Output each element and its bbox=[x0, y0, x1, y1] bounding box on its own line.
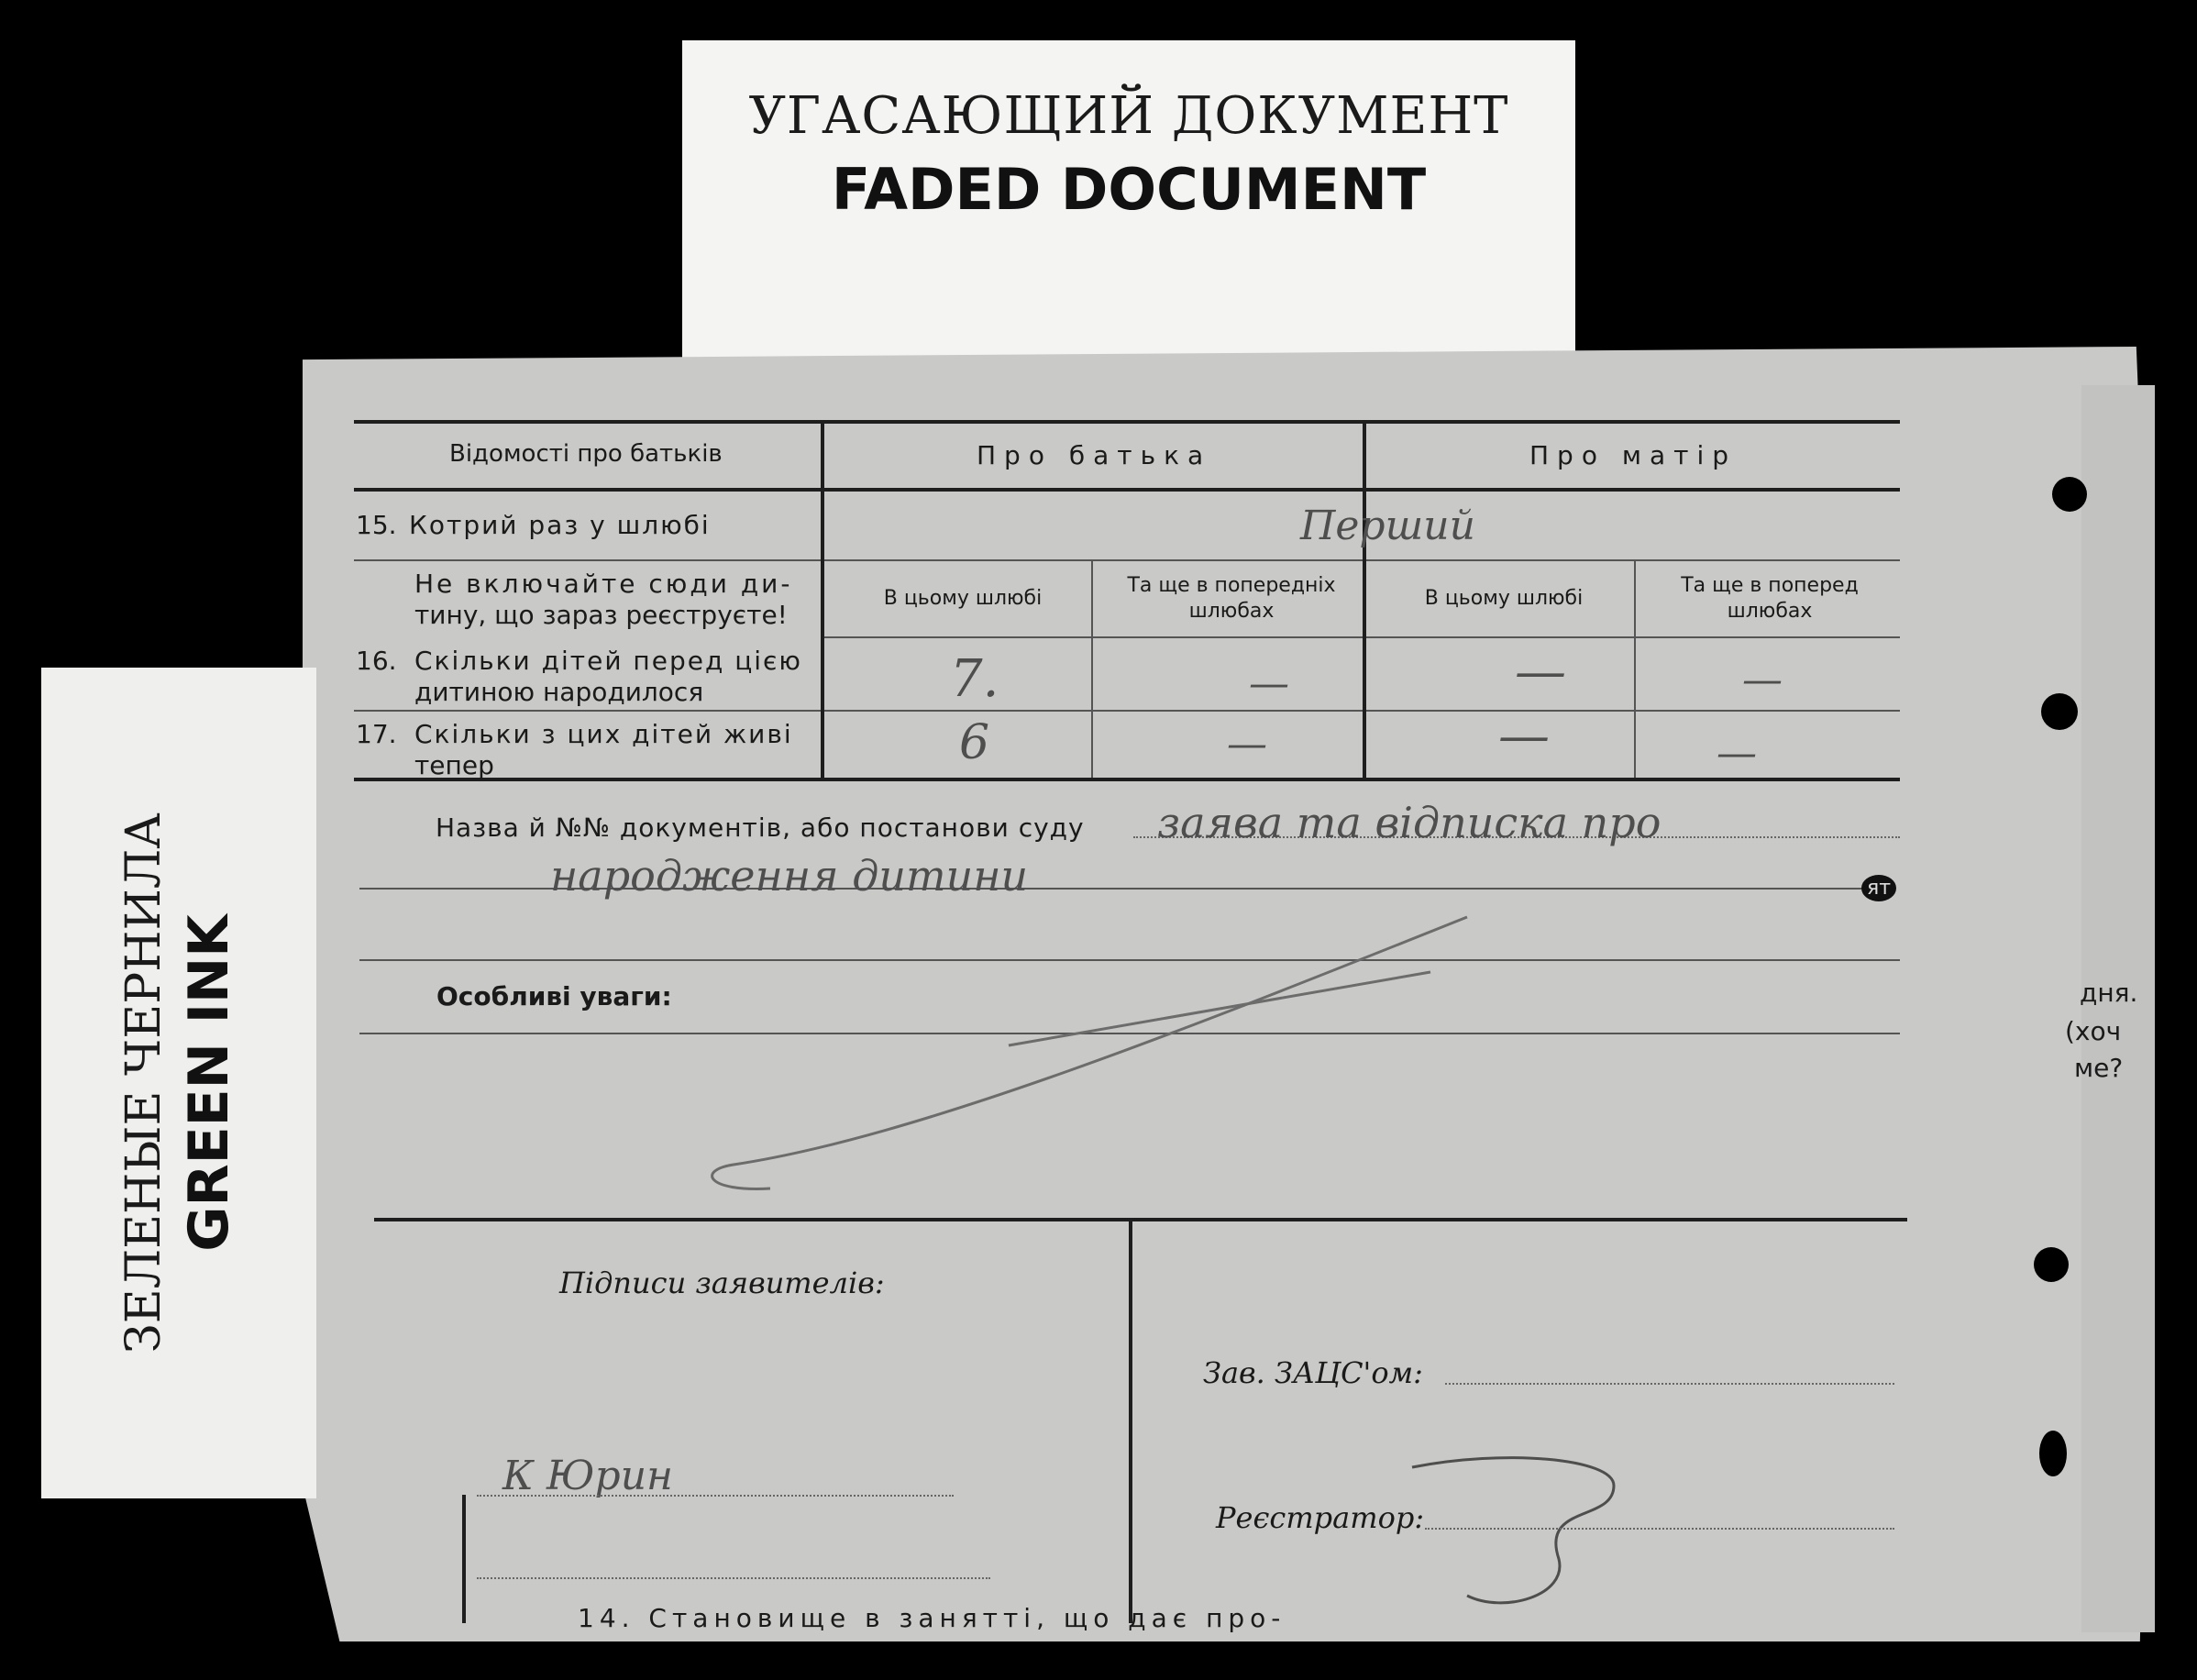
hw-children-alive: 6 bbox=[959, 715, 990, 770]
hw-dash-father-prev-16: — bbox=[1249, 660, 1289, 707]
row16-line-1: Скільки дітей перед цією bbox=[414, 646, 802, 676]
col-header-father: Про батька bbox=[977, 440, 1212, 470]
punch-hole bbox=[2034, 1247, 2069, 1282]
green-label-ru: ЗЕЛЕНЫЕ ЧЕРНИЛА bbox=[116, 812, 171, 1354]
hw-dash-mother-prev-17: — bbox=[1717, 730, 1757, 777]
row17-line-1: Скільки з цих дітей живі bbox=[414, 719, 793, 749]
registrar-label: Реєстратор: bbox=[1216, 1500, 1425, 1535]
head-label: Зав. ЗАЦС'ом: bbox=[1203, 1355, 1423, 1390]
subheader-prev-mother-l1: Та ще в поперед bbox=[1681, 574, 1859, 597]
margin-snippet-3: (хоч bbox=[2065, 1016, 2122, 1046]
head-dotted-line bbox=[1445, 1383, 1894, 1385]
col-header-mother: Про матір bbox=[1529, 440, 1738, 470]
registrar-dotted-line bbox=[1425, 1528, 1894, 1530]
signature-section-divider bbox=[1129, 1220, 1132, 1623]
margin-snippet-2: дня. bbox=[2080, 978, 2138, 1008]
hw-dash-mother-prev-16: — bbox=[1742, 657, 1783, 703]
subheader-this-marriage-mother: В цьому шлюбі bbox=[1424, 587, 1584, 610]
signature-section-rule bbox=[374, 1218, 1907, 1221]
row15-label: Котрий раз у шлюбі bbox=[409, 510, 711, 540]
hw-applicant-signature: К Юрин bbox=[502, 1453, 674, 1499]
bottom-cut-text: 14. Становище в занятті, що дає про- bbox=[578, 1603, 1286, 1633]
remarks-label: Особливі уваги: bbox=[436, 981, 672, 1011]
green-label-en: GREEN INK bbox=[177, 914, 241, 1252]
registrar-signature-scrawl bbox=[1412, 1458, 1614, 1603]
margin-snippet-1: ят bbox=[1861, 875, 1896, 901]
hw-dash-mother-this-16: — bbox=[1515, 642, 1566, 702]
row15-number: 15. bbox=[356, 510, 397, 540]
faded-label-ru: УГАСАЮЩИЙ ДОКУМЕНТ bbox=[748, 86, 1509, 146]
hw-documents-line-1: заява та відписка про bbox=[1157, 798, 1662, 847]
documents-label: Назва й №№ документів, або постанови суду bbox=[436, 812, 1085, 843]
note-line-1: Не включайте сюди ди- bbox=[414, 569, 793, 599]
margin-snippet-4: ме? bbox=[2074, 1053, 2124, 1083]
subheader-prev-father-l2: шлюбах bbox=[1188, 600, 1275, 623]
hw-dash-father-prev-17: — bbox=[1227, 721, 1267, 768]
faded-label-en: FADED DOCUMENT bbox=[831, 156, 1427, 223]
remarks-strike-stroke bbox=[1009, 972, 1430, 1045]
hw-documents-line-2: народження дитини bbox=[550, 851, 1029, 901]
punch-hole bbox=[2039, 1431, 2067, 1476]
signature-bracket bbox=[462, 1495, 466, 1623]
hw-children-born: 7. bbox=[950, 649, 999, 709]
punch-hole bbox=[2041, 693, 2078, 730]
signature-dotted-line-2 bbox=[477, 1577, 990, 1579]
signatures-label: Підписи заявителів: bbox=[559, 1266, 885, 1300]
punch-hole bbox=[2052, 477, 2087, 512]
hw-dash-mother-this-17: — bbox=[1498, 706, 1550, 766]
row16-line-2: дитиною народилося bbox=[414, 677, 704, 707]
row16-number: 16. bbox=[356, 646, 397, 676]
subheader-prev-mother-l2: шлюбах bbox=[1727, 600, 1813, 623]
col-header-info: Відомості про батьків bbox=[449, 440, 723, 468]
row17-line-2: тепер bbox=[414, 750, 494, 780]
signature-dotted-line-1 bbox=[477, 1495, 954, 1497]
hw-marriage-count: Перший bbox=[1300, 503, 1475, 549]
row17-number: 17. bbox=[356, 719, 397, 749]
note-line-2: тину, що зараз реєструєте! bbox=[414, 600, 788, 630]
remarks-strike-curve bbox=[712, 917, 1467, 1188]
subheader-this-marriage-father: В цьому шлюбі bbox=[883, 587, 1043, 610]
subheader-prev-father-l1: Та ще в попередніх bbox=[1127, 574, 1336, 597]
